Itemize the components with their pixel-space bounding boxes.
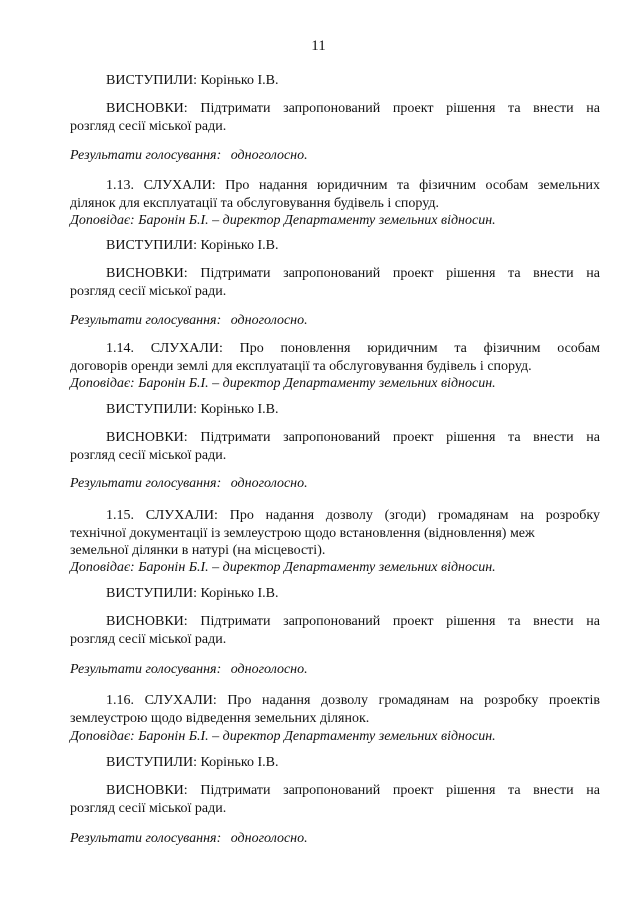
vystupyly-name: Корінько І.В. [200,402,279,417]
voting-results-value: одноголосно. [230,313,308,328]
item-number: 1.13. [106,178,134,193]
voting-results [70,830,600,848]
voting-results-label: Результати голосування: [70,662,222,677]
voting-results-value: одноголосно. [230,831,308,846]
vysnovky-text: Підтримати запропонований проект рішення та внести на [200,430,601,445]
vysnovky-text: Підтримати запропонований проект рішення та внести на [200,783,601,798]
vystupyly-label: ВИСТУПИЛИ: [106,755,197,770]
vystupyly-label: ВИСТУПИЛИ: [106,238,197,253]
item-number: 1.14. [106,341,134,356]
voting-results-value: одноголосно. [230,476,308,491]
vystupyly-name: Корінько І.В. [200,73,279,88]
item-number: 1.15. [106,508,134,523]
sluhaly-label: СЛУХАЛИ: [145,508,218,523]
vysnovky-label: ВИСНОВКИ: [106,266,188,281]
sluhaly-text-cont: ділянок для експлуатації та обслуговування будівель і споруд. [70,196,439,211]
vysnovky-text-cont: розгляд сесії міської ради. [70,119,227,134]
sluhaly-line [70,692,600,710]
vysnovky-line [70,782,600,800]
sluhaly-label: СЛУХАЛИ: [143,178,216,193]
vysnovky-label: ВИСНОВКИ: [106,101,188,116]
voting-results [70,147,600,165]
voting-results-value: одноголосно. [230,662,308,677]
vysnovky-label: ВИСНОВКИ: [106,783,188,798]
sluhaly-text-cont: технічної документації із землеустрою щодо встановлення (відновлення) меж [70,526,535,541]
sluhaly-label: СЛУХАЛИ: [150,341,223,356]
sluhaly-line [70,507,600,525]
vystupyly-line [70,401,600,419]
vysnovky-text-cont: розгляд сесії міської ради. [70,448,227,463]
voting-results-label: Результати голосування: [70,831,222,846]
page-number: 11 [311,38,326,54]
vystupyly-line [70,754,600,772]
sluhaly-text: Про поновлення юридичним та фізичним особам [239,341,600,356]
vysnovky-label: ВИСНОВКИ: [106,430,188,445]
item-number: 1.16. [106,693,134,708]
voting-results-label: Результати голосування: [70,313,222,328]
sluhaly-text-cont: земельної ділянки в натурі (на місцевості). [70,543,326,558]
vystupyly-line [70,237,600,255]
voting-results-label: Результати голосування: [70,476,222,491]
vysnovky-label: ВИСНОВКИ: [106,614,188,629]
dopovidae-line: Доповідає: Баронін Б.І. – директор Департаменту земельних відносин. [70,213,496,228]
vysnovky-line [70,429,600,447]
voting-results-value: одноголосно. [230,148,308,163]
vysnovky-line [70,613,600,631]
sluhaly-label: СЛУХАЛИ: [144,693,217,708]
dopovidae-line: Доповідає: Баронін Б.І. – директор Департаменту земельних відносин. [70,560,496,575]
vysnovky-text: Підтримати запропонований проект рішення та внести на [200,101,601,116]
vystupyly-line [70,585,600,603]
sluhaly-text: Про надання дозволу (згоди) громадянам на розробку [229,508,601,523]
vystupyly-name: Корінько І.В. [200,586,279,601]
vystupyly-name: Корінько І.В. [200,238,279,253]
vysnovky-text: Підтримати запропонований проект рішення та внести на [200,614,601,629]
dopovidae-line: Доповідає: Баронін Б.І. – директор Департаменту земельних відносин. [70,376,496,391]
voting-results [70,312,600,330]
vysnovky-text-cont: розгляд сесії міської ради. [70,284,227,299]
vystupyly-label: ВИСТУПИЛИ: [106,402,197,417]
voting-results [70,661,600,679]
sluhaly-line [70,340,600,358]
vystupyly-line [70,72,600,90]
vysnovky-line [70,265,600,283]
sluhaly-text: Про надання юридичним та фізичним особам земельних [225,178,601,193]
vystupyly-label: ВИСТУПИЛИ: [106,73,197,88]
dopovidae-line: Доповідає: Баронін Б.І. – директор Департаменту земельних відносин. [70,729,496,744]
vysnovky-text: Підтримати запропонований проект рішення та внести на [200,266,601,281]
sluhaly-text-cont: договорів оренди землі для експлуатації та обслуговування будівель і споруд. [70,359,532,374]
sluhaly-text: Про надання дозволу громадянам на розробку проектів [227,693,601,708]
sluhaly-text-cont: землеустрою щодо відведення земельних ділянок. [70,711,370,726]
vystupyly-name: Корінько І.В. [200,755,279,770]
voting-results-label: Результати голосування: [70,148,222,163]
vysnovky-line [70,100,600,118]
voting-results [70,475,600,493]
vystupyly-label: ВИСТУПИЛИ: [106,586,197,601]
sluhaly-line [70,177,600,195]
vysnovky-text-cont: розгляд сесії міської ради. [70,801,227,816]
vysnovky-text-cont: розгляд сесії міської ради. [70,632,227,647]
